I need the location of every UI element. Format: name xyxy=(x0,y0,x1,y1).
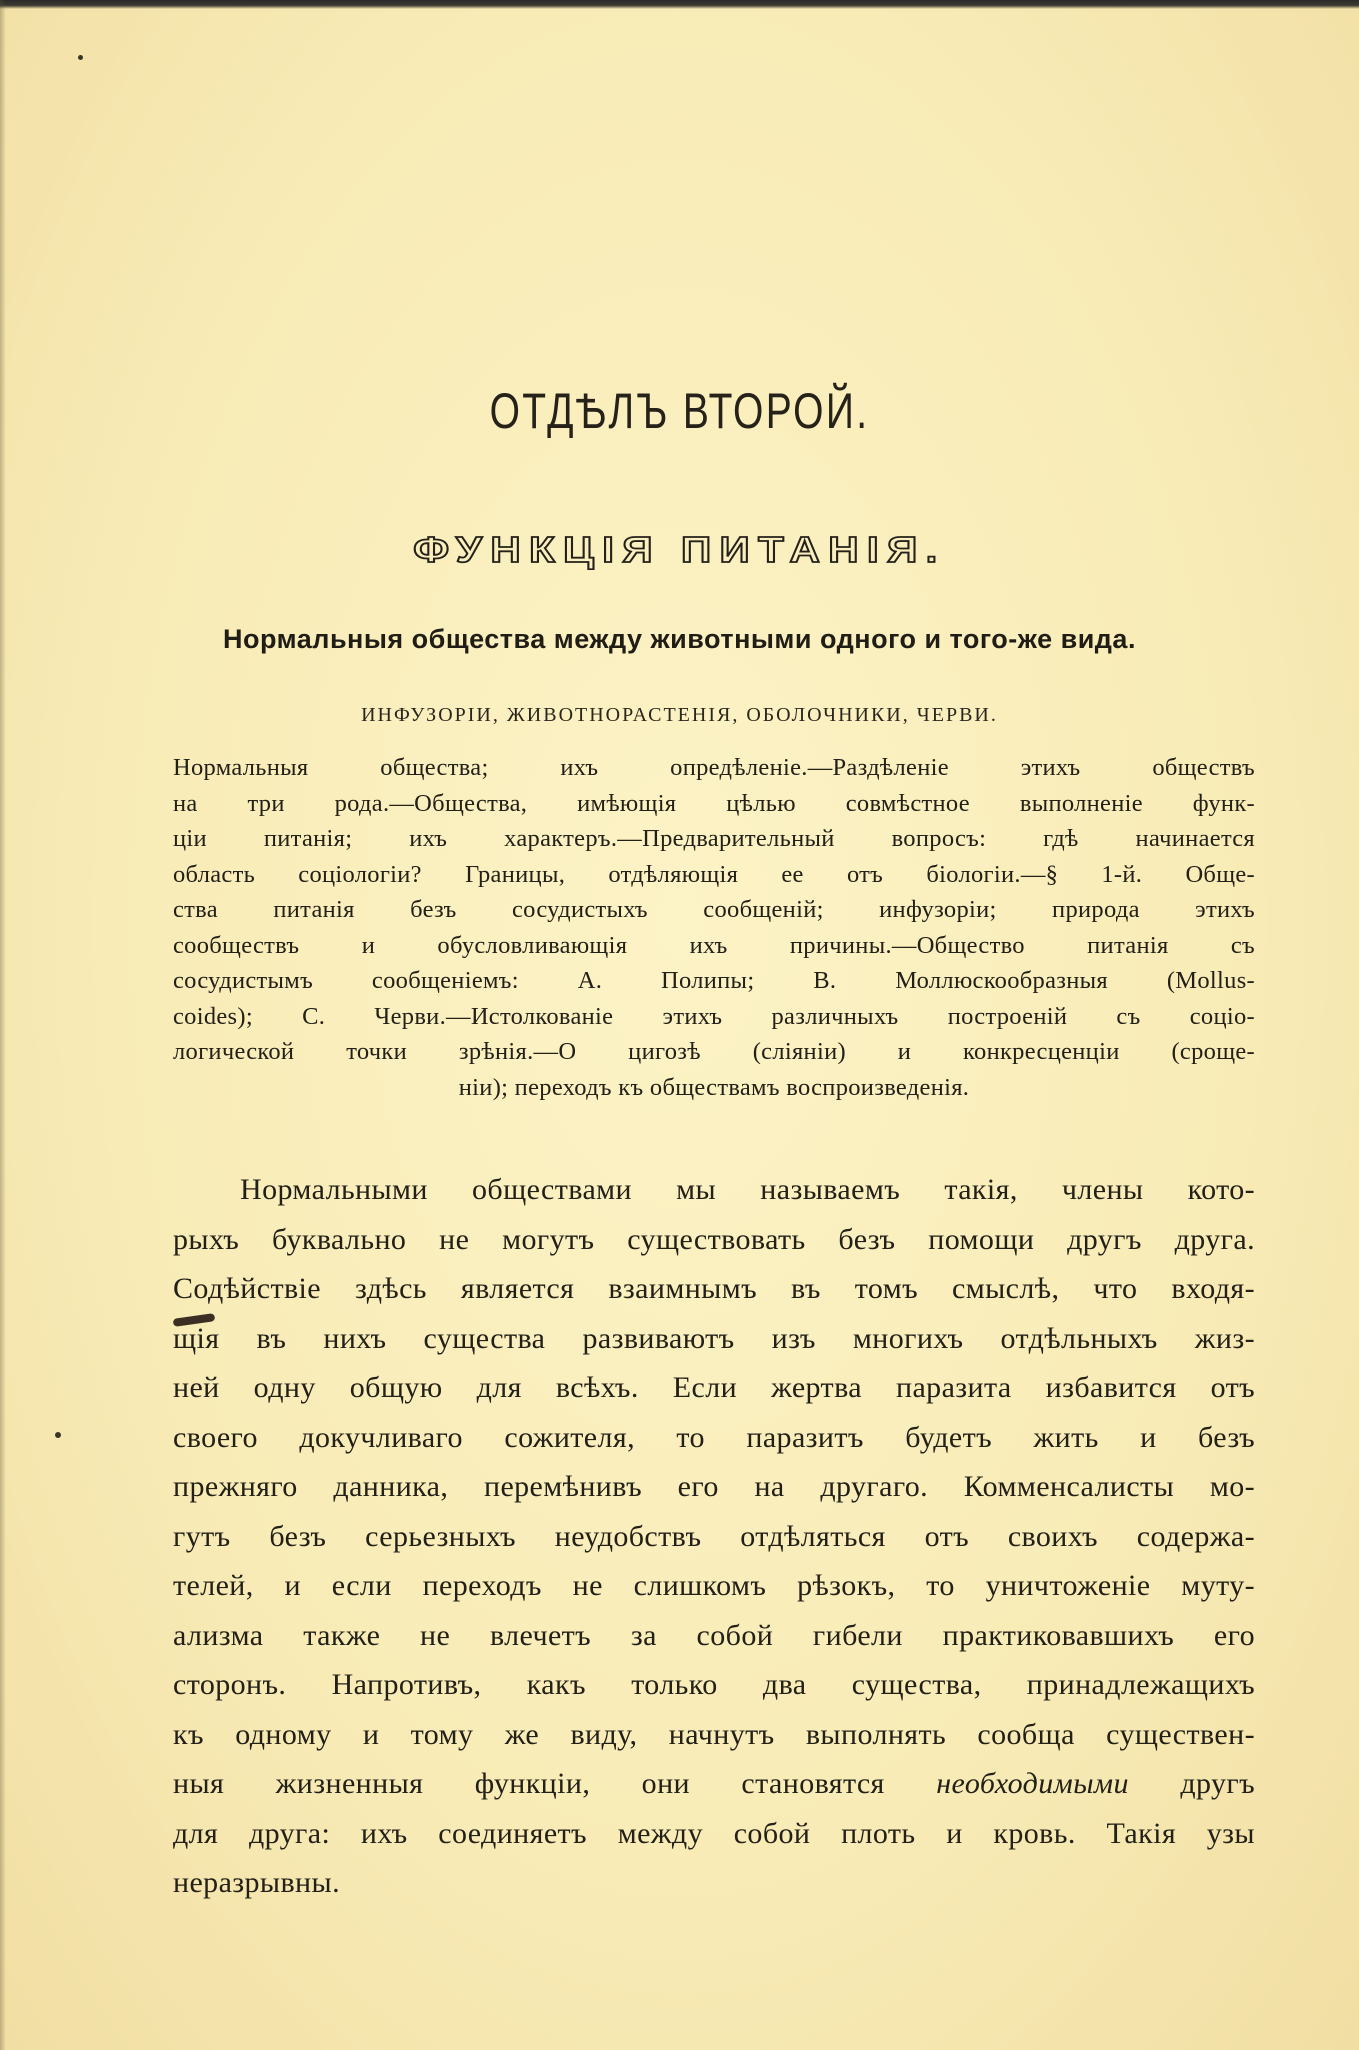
abstract-line: coides); С. Черви.—Истолкованіе этихъ различныхъ построеній съ соціо- xyxy=(173,1002,1255,1030)
abstract-line: область соціологіи? Границы, отдѣляющія ее отъ біологіи.—§ 1-й. Обще- xyxy=(173,860,1255,888)
body-line: къ одному и тому же виду, начнутъ выполнять сообща существен- xyxy=(173,1717,1255,1751)
body-line: своего докучливаго сожителя, то паразитъ будетъ жить и безъ xyxy=(173,1420,1255,1454)
abstract-line: ніи); переходъ къ обществамъ воспроизведенія. xyxy=(458,1073,970,1101)
chapter-title: ФУНКЦІЯ ПИТАНІЯ. xyxy=(413,530,946,570)
body-line: неразрывны. xyxy=(173,1866,340,1899)
abstract-line: на три рода.—Общества, имѣющія цѣлью совмѣстное выполненіе функ- xyxy=(173,789,1255,817)
body-line: прежняго данника, перемѣнивъ его на другаго. Комменсалисты мо- xyxy=(173,1470,1255,1503)
abstract-line: сообществъ и обусловливающія ихъ причины.—Общество питанія съ xyxy=(173,931,1255,959)
page-top-edge xyxy=(0,0,1359,9)
section-title: ОТДѢЛЪ ВТОРОЙ. xyxy=(489,383,870,439)
body-line: для друга: ихъ соединяетъ между собой плоть и кровь. Такія узы xyxy=(173,1816,1255,1850)
body-line-start: ныя жизненныя функціи, они становятся xyxy=(173,1767,885,1800)
body-line-end: другъ xyxy=(1180,1767,1256,1800)
body-paragraph xyxy=(173,1165,1255,1908)
body-line: сторонъ. Напротивъ, какъ только два существа, принадлежащихъ xyxy=(173,1668,1255,1701)
topics-line: ИНФУЗОРІИ, ЖИВОТНОРАСТЕНІЯ, ОБОЛОЧНИКИ, ЧЕРВИ. xyxy=(361,704,998,726)
emphasized-word: необходимыми xyxy=(936,1767,1129,1800)
page-left-edge xyxy=(0,0,6,2050)
body-line: телей, и если переходъ не слишкомъ рѣзокъ, то уничтоженіе муту- xyxy=(173,1569,1255,1602)
ink-speck xyxy=(78,55,83,60)
body-line: ней одну общую для всѣхъ. Если жертва паразита избавится отъ xyxy=(173,1371,1255,1404)
body-line: рыхъ буквально не могутъ существовать безъ помощи другъ друга. xyxy=(173,1222,1255,1256)
body-line xyxy=(173,1759,1255,1809)
chapter-abstract xyxy=(173,750,1255,1105)
abstract-line: сосудистымъ сообщеніемъ: А. Полипы; В. Моллюскообразныя (Mollus- xyxy=(173,967,1255,994)
body-line: Содѣйствіе здѣсь является взаимнымъ въ томъ смыслѣ, что входя- xyxy=(173,1272,1255,1305)
abstract-line: ціи питанія; ихъ характеръ.—Предварительный вопросъ: гдѣ начинается xyxy=(173,825,1255,852)
chapter-subtitle: Нормальныя общества между животными одного и того-же вида. xyxy=(223,624,1136,654)
abstract-line: логической точки зрѣнія.—О цигозѣ (сліяніи) и конкресценціи (сроще- xyxy=(173,1038,1255,1065)
abstract-line: Нормальныя общества; ихъ опредѣленіе.—Раздѣленіе этихъ обществъ xyxy=(173,754,1255,781)
abstract-line: ства питанія безъ сосудистыхъ сообщеній; инфузоріи; природа этихъ xyxy=(173,896,1255,923)
body-line: ализма также не влечетъ за собой гибели практиковавшихъ его xyxy=(173,1618,1255,1652)
body-line: Нормальными обществами мы называемъ такія, члены кото- xyxy=(240,1173,1255,1206)
ink-speck xyxy=(55,1432,61,1438)
body-line: гутъ безъ серьезныхъ неудобствъ отдѣляться отъ своихъ содержа- xyxy=(173,1519,1255,1553)
body-line: щія въ нихъ существа развиваютъ изъ многихъ отдѣльныхъ жиз- xyxy=(173,1321,1255,1355)
